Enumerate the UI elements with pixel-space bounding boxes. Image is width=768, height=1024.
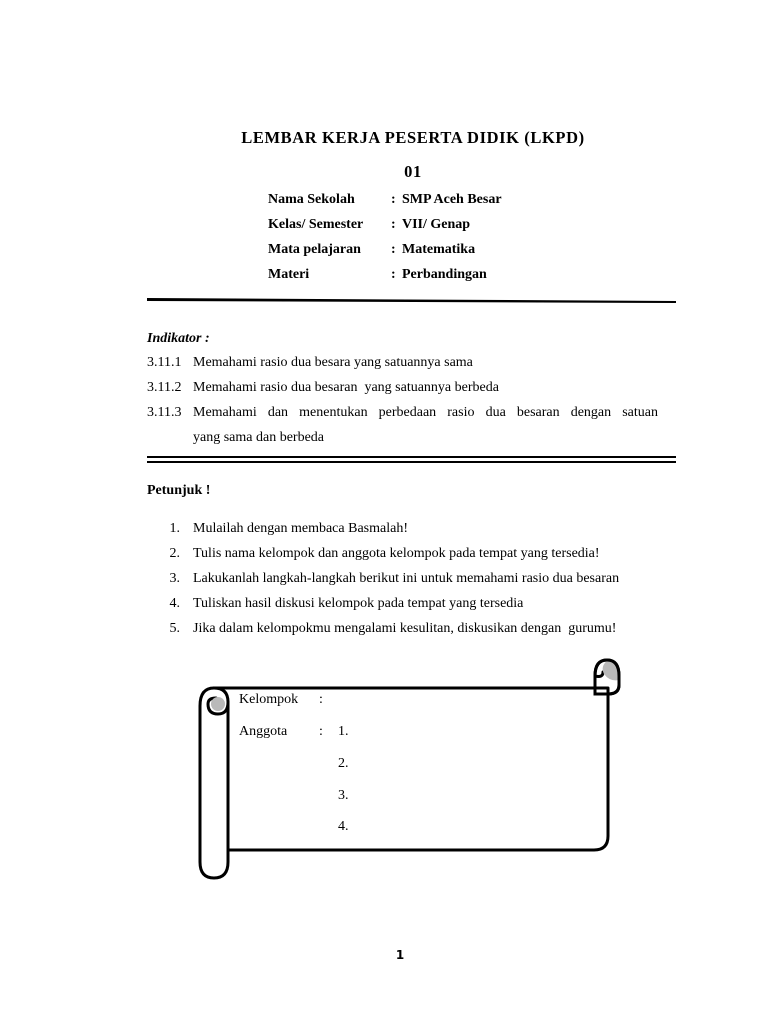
- petunjuk-item: Tuliskan hasil diskusi kelompok pada tempat yang tersedia: [193, 596, 524, 611]
- info-label-subject: Mata pelajaran: [268, 242, 361, 257]
- anggota-item: 3.: [338, 788, 349, 803]
- petunjuk-item: Tulis nama kelompok dan anggota kelompok pada tempat yang tersedia!: [193, 546, 600, 561]
- kelompok-sep: :: [319, 692, 323, 707]
- divider-double-top: [147, 456, 676, 458]
- info-sep: :: [391, 242, 396, 257]
- info-label-class: Kelas/ Semester: [268, 217, 364, 232]
- page-title: LEMBAR KERJA PESERTA DIDIK (LKPD): [241, 128, 585, 147]
- info-sep: :: [391, 192, 396, 207]
- info-sep: :: [391, 267, 396, 282]
- anggota-item: 2.: [338, 756, 349, 771]
- petunjuk-number: 5.: [169, 621, 180, 636]
- info-value-subject: Matematika: [402, 242, 476, 257]
- kelompok-label: Kelompok: [239, 692, 299, 707]
- indikator-number: 3.11.1: [147, 355, 182, 370]
- petunjuk-item: Lakukanlah langkah-langkah berikut ini untuk memahami rasio dua besaran: [193, 571, 620, 586]
- petunjuk-number: 4.: [169, 596, 180, 611]
- anggota-item: 4.: [338, 819, 349, 834]
- divider-double-bottom: [147, 461, 676, 463]
- indikator-number: 3.11.2: [147, 380, 182, 395]
- petunjuk-heading: Petunjuk !: [147, 483, 211, 498]
- petunjuk-item: Mulailah dengan membaca Basmalah!: [193, 521, 408, 536]
- indikator-number: 3.11.3: [147, 405, 182, 420]
- indikator-heading: Indikator :: [147, 331, 210, 346]
- indikator-text-continued: yang sama dan berbeda: [193, 430, 324, 445]
- petunjuk-number: 3.: [169, 571, 180, 586]
- scroll-frame: [190, 652, 630, 884]
- anggota-sep: :: [319, 724, 323, 739]
- info-value-school: SMP Aceh Besar: [402, 192, 502, 207]
- petunjuk-item: Jika dalam kelompokmu mengalami kesulitan, diskusikan dengan gurumu!: [193, 621, 617, 636]
- info-label-school: Nama Sekolah: [268, 192, 355, 207]
- indikator-text: Memahami rasio dua besaran yang satuannya berbeda: [193, 380, 499, 395]
- page-number: 1: [395, 948, 405, 962]
- anggota-label: Anggota: [239, 724, 288, 739]
- indikator-text: Memahami dan menentukan perbedaan rasio dua besaran dengan satuan: [193, 405, 658, 420]
- info-sep: :: [391, 217, 396, 232]
- info-value-topic: Perbandingan: [402, 267, 487, 282]
- indikator-text: Memahami rasio dua besara yang satuannya sama: [193, 355, 473, 370]
- page-title-number: 01: [404, 162, 422, 181]
- divider-thick: [147, 296, 677, 306]
- anggota-item: 1.: [338, 724, 349, 739]
- info-label-topic: Materi: [268, 267, 310, 282]
- petunjuk-number: 2.: [169, 546, 180, 561]
- petunjuk-number: 1.: [169, 521, 180, 536]
- info-value-class: VII/ Genap: [402, 217, 471, 232]
